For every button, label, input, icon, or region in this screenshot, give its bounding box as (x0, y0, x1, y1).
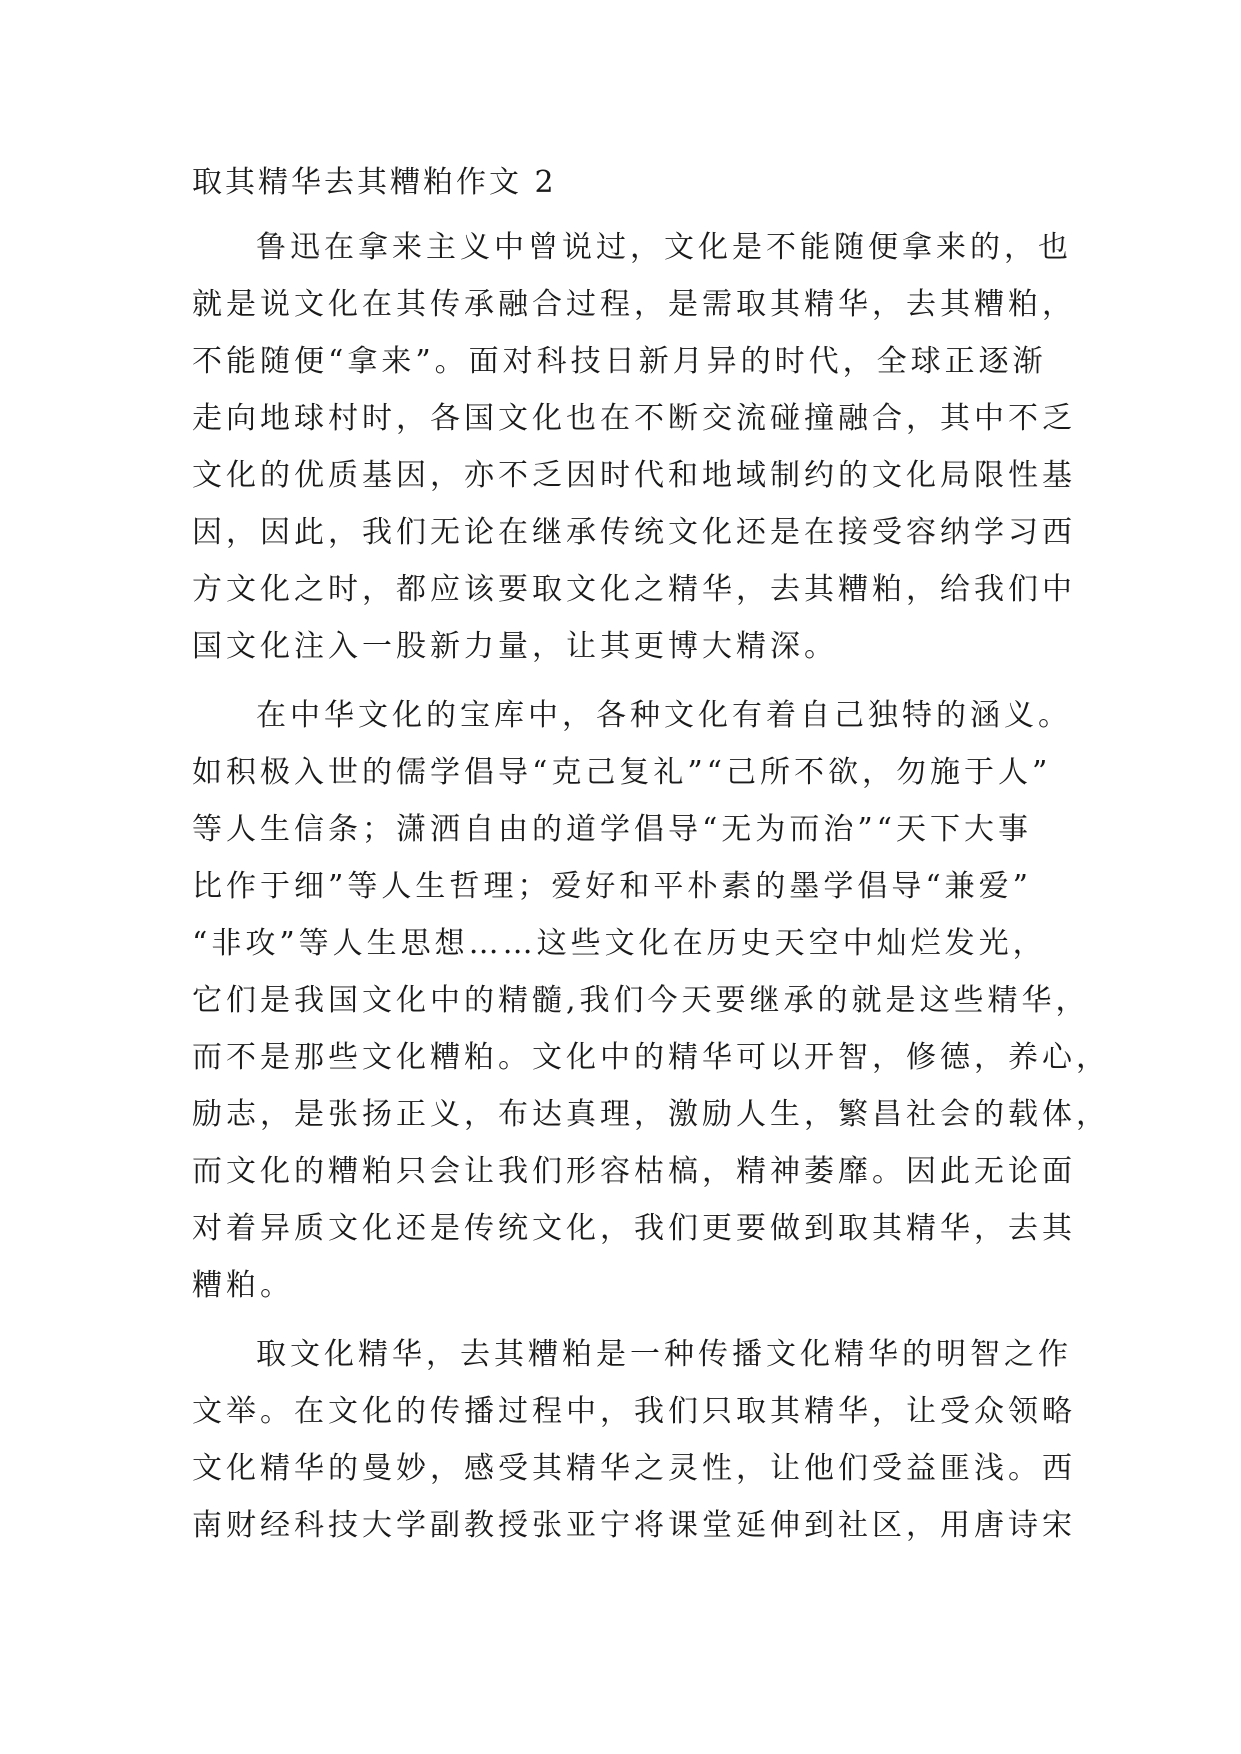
paragraph-line: 国文化注入一股新力量，让其更博大精深。 (192, 629, 838, 664)
paragraph-2 (192, 687, 1110, 1314)
paragraph-line: 比作于细”等人生哲理；爱好和平朴素的墨学倡导“兼爱” (192, 869, 1033, 904)
paragraph-3 (192, 1326, 1076, 1554)
document-title: 取其精华去其糟粕作文 2 (192, 165, 557, 200)
paragraph-line: 因，因此，我们无论在继承传统文化还是在接受容纳学习西 (192, 515, 1076, 550)
paragraph-line: 励志，是张扬正义，布达真理，激励人生，繁昌社会的载体， (192, 1097, 1110, 1132)
paragraph-line: 文化的优质基因，亦不乏因时代和地域制约的文化局限性基 (192, 458, 1076, 493)
paragraph-line: 而文化的糟粕只会让我们形容枯槁，精神萎靡。因此无论面 (192, 1154, 1076, 1189)
paragraph-line: 在中华文化的宝库中，各种文化有着自己独特的涵义。 (256, 698, 1072, 733)
paragraph-line: 文举。在文化的传播过程中，我们只取其精华，让受众领略 (192, 1394, 1076, 1429)
paragraph-line: 方文化之时，都应该要取文化之精华，去其糟粕，给我们中 (192, 572, 1076, 607)
paragraph-line: 走向地球村时，各国文化也在不断交流碰撞融合，其中不乏 (192, 401, 1076, 436)
document-body (192, 163, 1110, 1554)
paragraph-line: 等人生信条；潇洒自由的道学倡导“无为而治”“天下大事 (192, 812, 1033, 847)
paragraph-line: “非攻”等人生思想……这些文化在历史天空中灿烂发光， (192, 926, 1047, 961)
paragraph-line: 就是说文化在其传承融合过程，是需取其精华，去其糟粕， (192, 287, 1076, 322)
paragraph-spacer (192, 675, 1052, 687)
paragraph-line: 而不是那些文化糟粕。文化中的精华可以开智，修德，养心， (192, 1040, 1110, 1075)
paragraph-line: 如积极入世的儒学倡导“克己复礼”“己所不欲，勿施于人” (192, 755, 1052, 790)
paragraph-line: 南财经科技大学副教授张亚宁将课堂延伸到社区，用唐诗宋 (192, 1508, 1076, 1543)
paragraph-line: 文化精华的曼妙，感受其精华之灵性，让他们受益匪浅。西 (192, 1451, 1076, 1486)
paragraph-line: 对着异质文化还是传统文化，我们更要做到取其精华，去其 (192, 1211, 1076, 1246)
paragraph-spacer (192, 1314, 1052, 1326)
paragraph-1 (192, 219, 1076, 675)
paragraph-line: 糟粕。 (192, 1268, 294, 1303)
paragraph-line: 取文化精华，去其糟粕是一种传播文化精华的明智之作 (256, 1337, 1072, 1372)
paragraph-line: 它们是我国文化中的精髓,我们今天要继承的就是这些精华， (192, 983, 1090, 1018)
paragraph-line: 鲁迅在拿来主义中曾说过，文化是不能随便拿来的，也 (256, 230, 1072, 265)
paragraph-line: 不能随便“拿来”。面对科技日新月异的时代，全球正逐渐 (192, 344, 1047, 379)
